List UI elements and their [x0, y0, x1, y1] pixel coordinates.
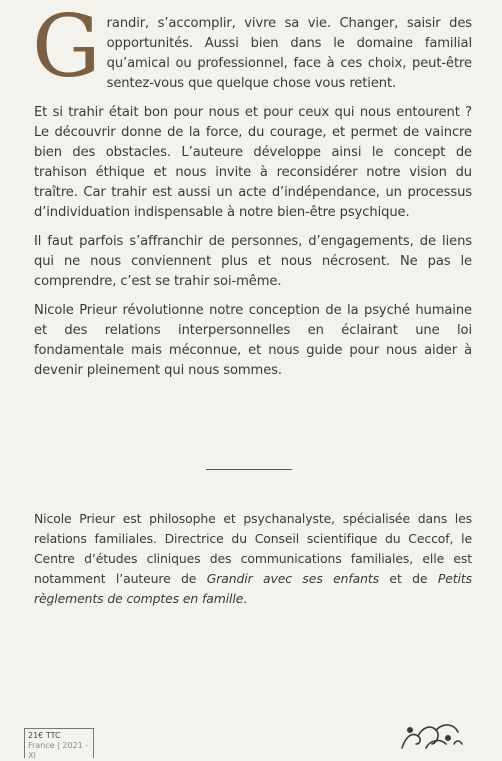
section-divider [206, 469, 292, 470]
price-box [24, 728, 94, 758]
paragraph-2: Et si trahir était bon pour nous et pour ceux qui nous entourent ? Le découvrir donne de la force, du courage, et permet de vaincre bien des obstacles. L’auteure développe ainsi le concept de trahison éthique et nous invite à reconsidérer notre vision du traître. Car trahir est aussi un acte d’indépendance, un processus d’individuation indispensable à notre bien-être psychique. [34, 105, 472, 220]
book-title-2: Petits règlements de comptes en famille [34, 571, 472, 607]
bio-text-1: Nicole Prieur est philosophe et psychanalyste, spécialisée dans les relations familiales. Directrice du Conseil scientifique du Ceccof, le Centre d’études cliniques des communications familiales, elle est notamment l’auteure de [34, 511, 472, 587]
paragraph-1-text: randir, s’accomplir, vivre sa vie. Changer, saisir des opportunités. Aussi bien dans le domaine familial qu’amical ou professionnel, face à ces choix, peut-être sentez-vous que quelque chose vous retient. [106, 16, 472, 91]
price-region: France | 2021 - XI [28, 741, 89, 760]
paragraph-3: Il faut parfois s’affranchir de personnes, d’engagements, de liens qui ne nous conviennent plus et nous nécrosent. Ne pas le comprendre, c’est se trahir soi-même. [34, 234, 472, 289]
description-block [32, 0, 472, 390]
price-label: 21€ TTC [28, 731, 61, 740]
book-title-1: Grandir avec ses enfants [206, 571, 379, 587]
publisher-logo-icon [396, 714, 466, 754]
author-bio [34, 509, 472, 609]
drop-cap: G [32, 0, 101, 97]
paragraph-1 [32, 0, 472, 97]
paragraph-4: Nicole Prieur révolutionne notre conception de la psyché humaine et des relations interpersonnelles en éclairant une loi fondamentale mais méconnue, et nous guide pour nous aider à devenir pleinement qui nous sommes. [34, 303, 472, 378]
bio-text-2: et de [379, 571, 438, 587]
bio-text-3: . [243, 591, 248, 607]
